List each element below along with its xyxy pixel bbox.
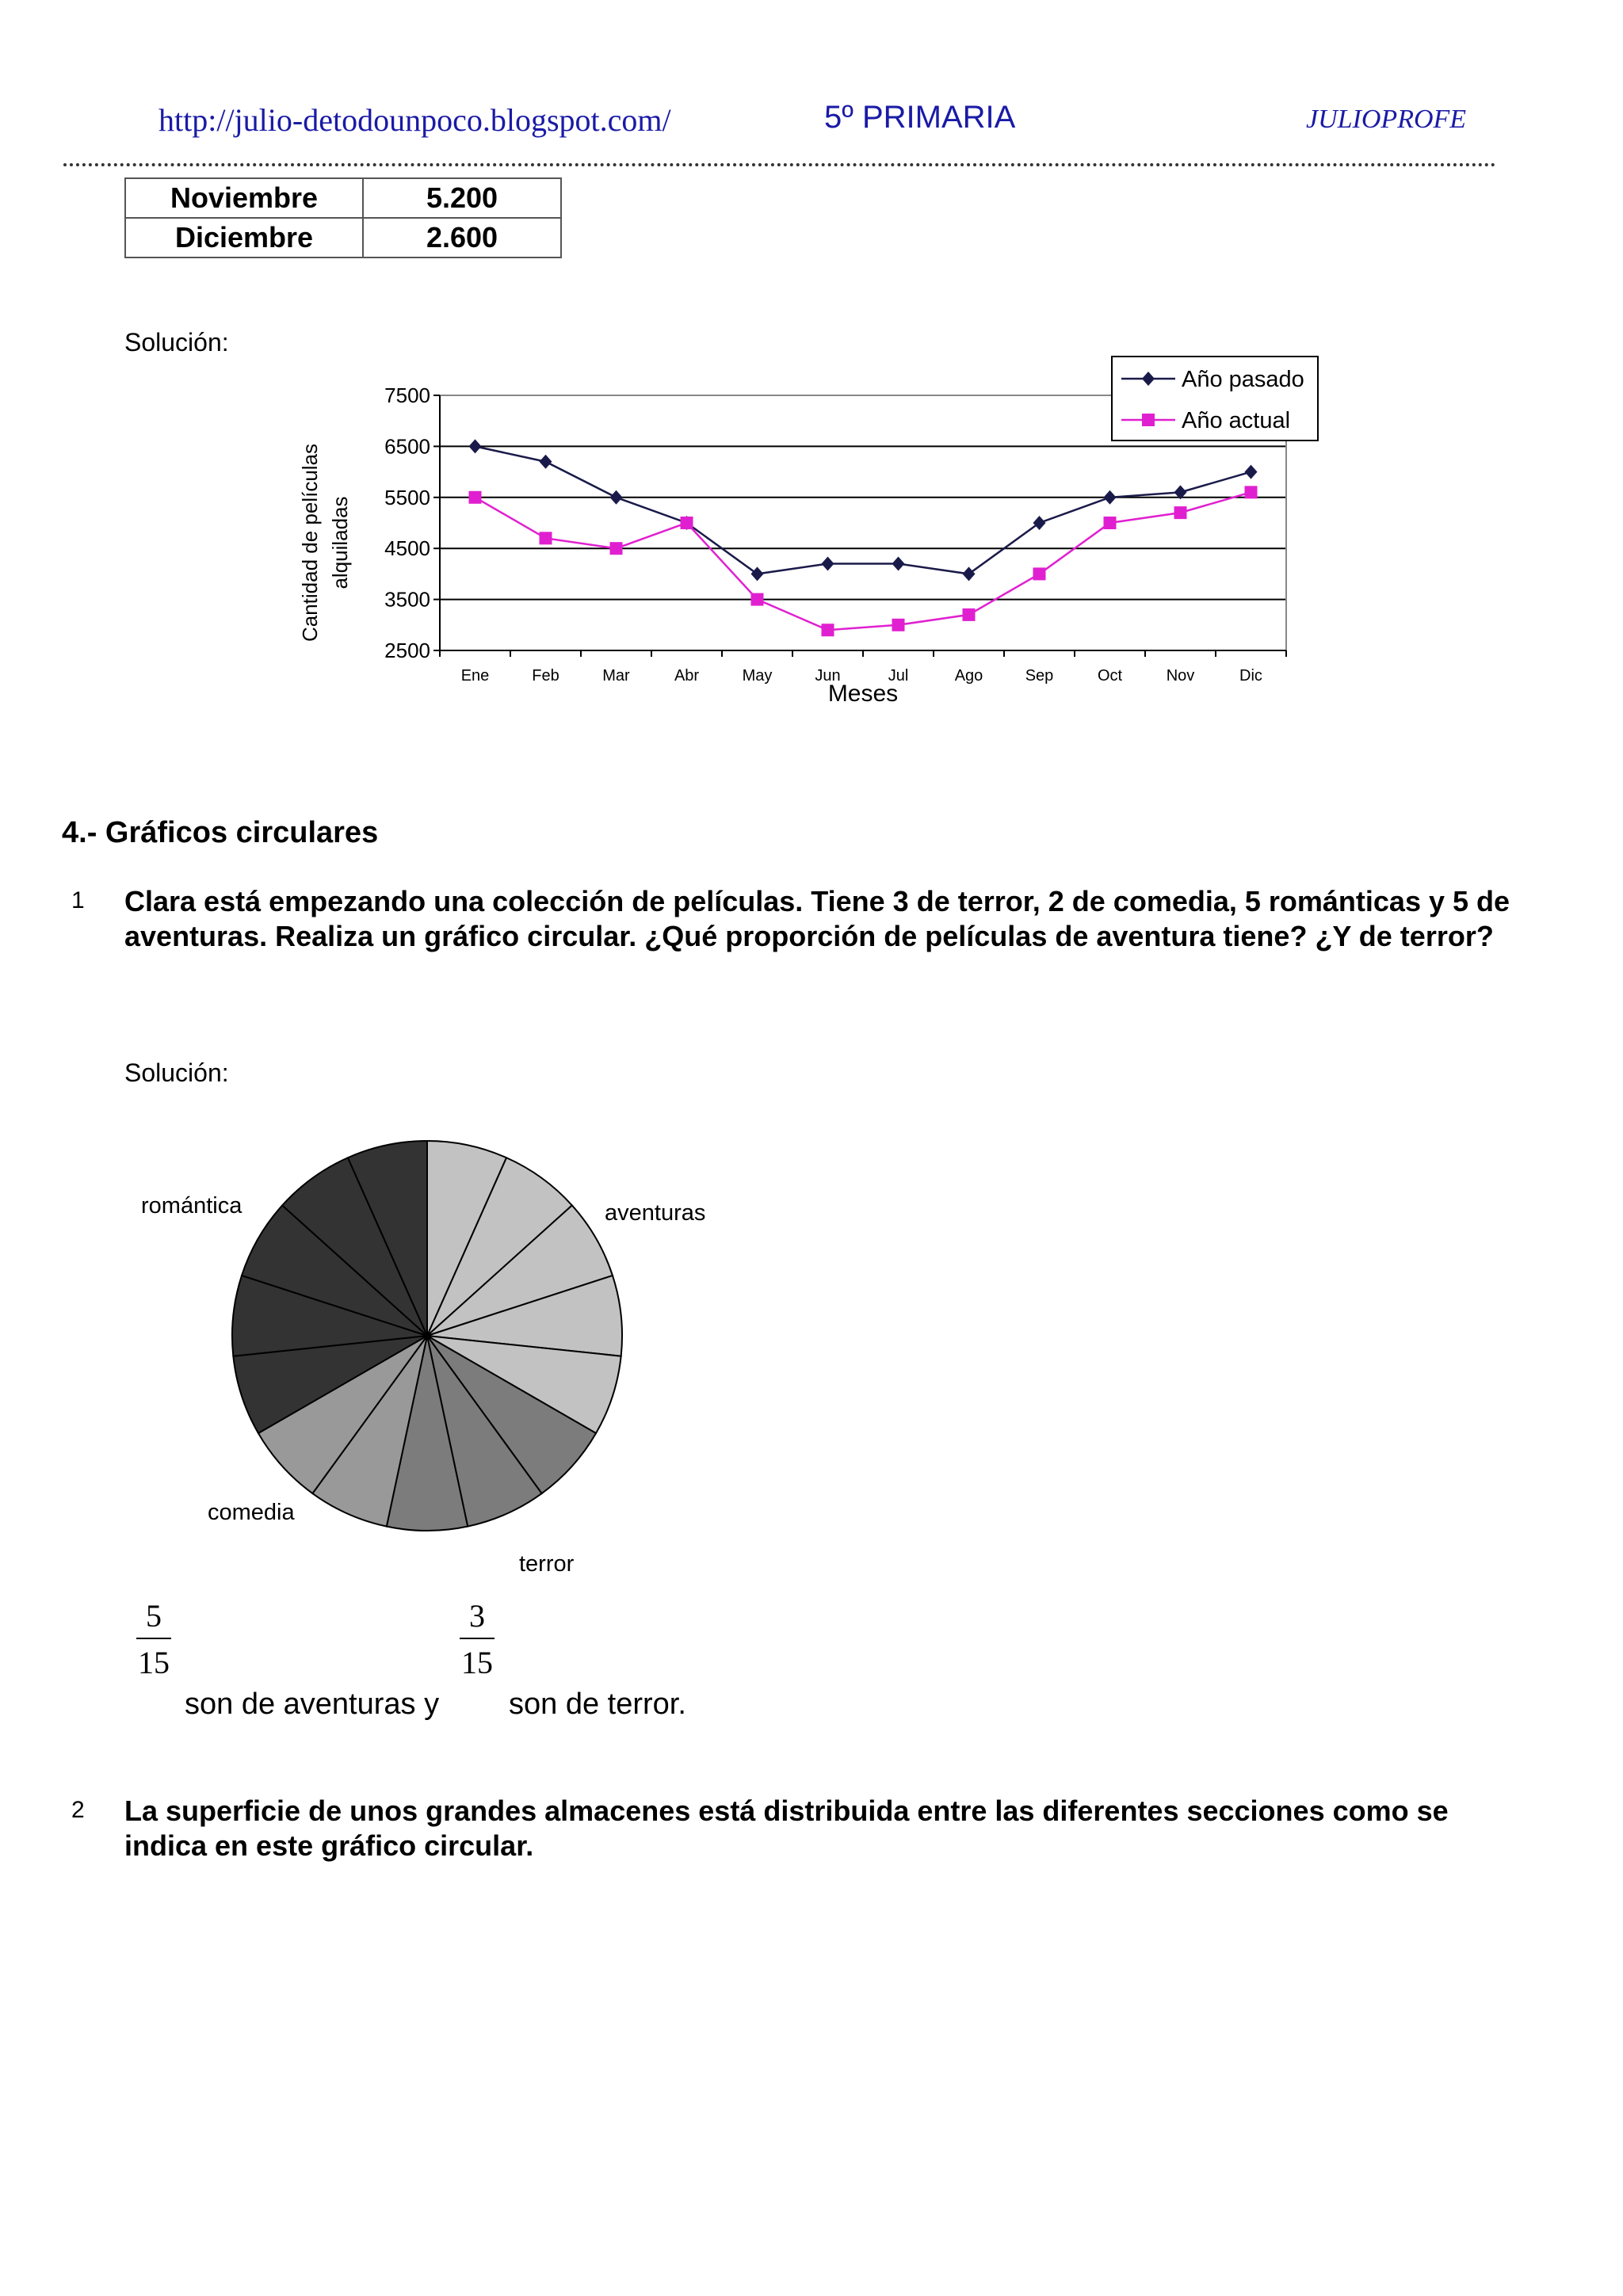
x-tick-label: Sep xyxy=(1025,667,1054,685)
answer-text-adventure: son de aventuras y xyxy=(185,1688,440,1721)
table-cell-month: Noviembre xyxy=(125,178,363,218)
x-tick-label: Mar xyxy=(602,667,630,685)
chart-y-ticks xyxy=(384,383,430,662)
legend-label: Año actual xyxy=(1182,408,1291,433)
fraction-denominator: 15 xyxy=(461,1645,493,1680)
header-url[interactable]: http://julio-detodounpoco.blogspot.com/ xyxy=(158,102,671,138)
chart-y-axis-label: Cantidad de películas xyxy=(298,443,322,643)
data-point xyxy=(540,455,552,469)
x-tick-label: Dic xyxy=(1239,667,1262,685)
data-point xyxy=(1033,567,1046,580)
pie-chart xyxy=(119,1125,753,1585)
pie-label: terror xyxy=(519,1551,575,1577)
x-tick-label: Abr xyxy=(674,667,700,685)
y-tick-label: 5500 xyxy=(384,485,430,509)
x-tick-label: May xyxy=(742,667,773,685)
data-point xyxy=(1174,506,1187,519)
x-tick-label: Jul xyxy=(888,667,909,685)
data-point xyxy=(751,566,764,581)
x-tick-label: Ago xyxy=(954,667,983,685)
data-point xyxy=(751,593,764,606)
table-row xyxy=(125,218,561,257)
data-point xyxy=(963,566,976,581)
chart-legend xyxy=(1112,357,1318,441)
header-dotted-rule xyxy=(63,163,1496,166)
rentals-table xyxy=(124,177,562,258)
y-tick-label: 6500 xyxy=(384,434,430,459)
data-point xyxy=(540,532,552,544)
data-point xyxy=(469,491,482,504)
data-point xyxy=(610,490,623,505)
section-title: 4.- Gráficos circulares xyxy=(62,816,379,849)
pie-label: romántica xyxy=(141,1193,242,1219)
y-tick-label: 3500 xyxy=(384,587,430,612)
header-grade: 5º PRIMARIA xyxy=(824,100,1016,135)
data-point xyxy=(469,439,482,453)
fraction-adventure xyxy=(136,1597,171,1681)
chart-series xyxy=(469,439,1258,636)
y-tick-label: 4500 xyxy=(384,536,430,561)
chart-x-axis-label: Meses xyxy=(827,681,899,707)
data-point xyxy=(822,557,834,571)
y-tick-label: 7500 xyxy=(384,383,430,407)
series-line xyxy=(475,492,1251,630)
table-cell-month: Diciembre xyxy=(125,218,363,257)
series-line xyxy=(475,446,1251,574)
data-point xyxy=(822,624,834,636)
data-point xyxy=(892,619,905,631)
data-point xyxy=(1104,490,1117,505)
fraction-numerator: 5 xyxy=(136,1597,171,1639)
answer-text-terror: son de terror. xyxy=(509,1688,686,1721)
question-number: 2 xyxy=(71,1797,85,1823)
table-cell-value: 5.200 xyxy=(363,178,561,218)
data-point xyxy=(892,557,905,571)
solution-label: Solución: xyxy=(124,328,229,357)
x-tick-label: Oct xyxy=(1097,667,1123,685)
x-tick-label: Feb xyxy=(532,667,559,685)
pie-label: comedia xyxy=(208,1500,295,1525)
data-point xyxy=(1033,516,1046,530)
data-point xyxy=(963,608,976,621)
fraction-numerator: 3 xyxy=(460,1597,495,1639)
pie-label: aventuras xyxy=(605,1200,706,1226)
question-text: La superficie de unos grandes almacenes está distribuida entre las diferentes secciones como se indica en este gráfico circular. xyxy=(124,1794,1449,1862)
data-point xyxy=(1245,465,1258,479)
question-number: 1 xyxy=(71,887,85,913)
y-tick-label: 2500 xyxy=(384,639,430,662)
x-tick-label: Jun xyxy=(815,667,841,685)
fraction-denominator: 15 xyxy=(138,1645,170,1680)
solution-label: Solución: xyxy=(124,1058,229,1087)
legend-label: Año pasado xyxy=(1182,367,1304,392)
line-chart xyxy=(293,349,1323,713)
data-point xyxy=(610,542,623,555)
x-tick-label: Ene xyxy=(460,667,490,685)
pie-slices xyxy=(232,1141,622,1531)
header-author: JULIOPROFE xyxy=(1306,105,1467,134)
table-row xyxy=(125,178,561,218)
legend-marker xyxy=(1142,414,1155,426)
x-tick-label: Nov xyxy=(1166,667,1195,685)
data-point xyxy=(1104,517,1117,529)
question-text: Clara está empezando una colección de películas. Tiene 3 de terror, 2 de comedia, 5 románticas y 5 de aventuras. Realiza un gráfico circular. ¿Qué proporción de películas de aventura tiene? ¿Y de terror? xyxy=(124,885,1510,952)
fraction-terror xyxy=(460,1597,495,1681)
chart-y-axis-label: alquiladas xyxy=(328,496,352,589)
table-cell-value: 2.600 xyxy=(363,218,561,257)
data-point xyxy=(681,517,693,529)
data-point xyxy=(1245,486,1258,498)
